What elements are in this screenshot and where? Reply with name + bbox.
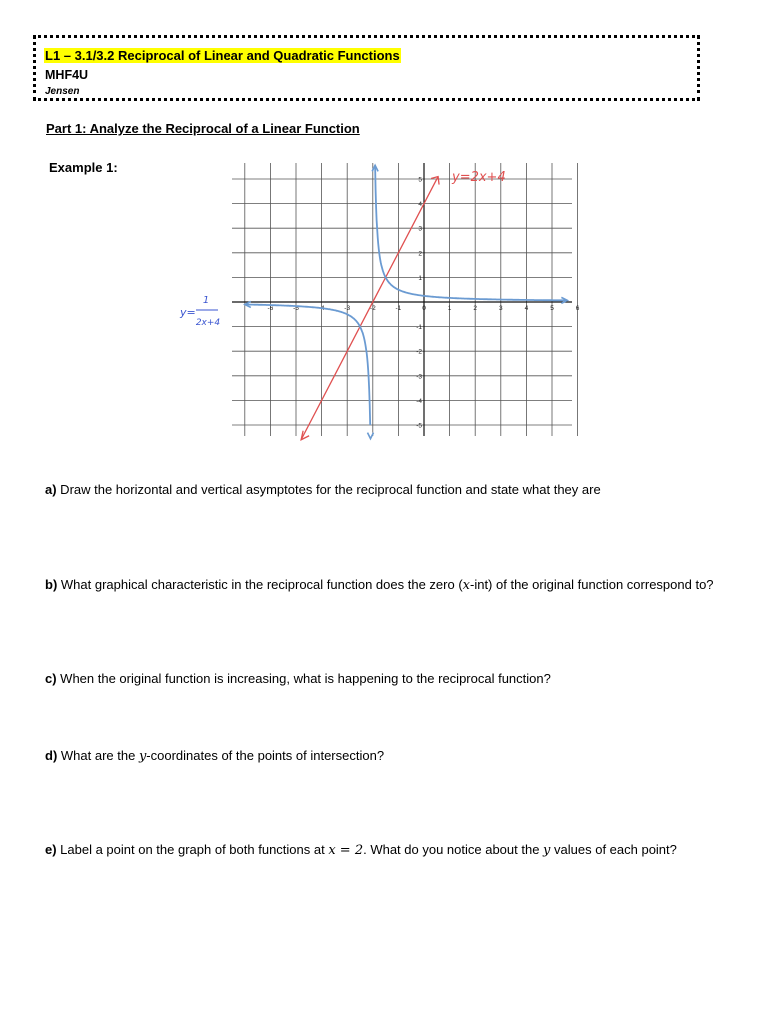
question-d-text-1: What are the <box>57 748 139 763</box>
x-tick-label: -3 <box>344 305 351 312</box>
question-c-label: c) <box>45 671 57 686</box>
question-b-text-1: What graphical characteristic in the reciprocal function does the zero ( <box>57 577 463 592</box>
x-tick-label: 2 <box>473 305 478 312</box>
x-tick-label: -2 <box>369 305 376 312</box>
question-e-text-3: values of each point? <box>550 842 677 857</box>
x-tick-label: 6 <box>575 305 580 312</box>
x-tick-label: -4 <box>318 305 325 312</box>
x-tick-label: -6 <box>267 305 274 312</box>
x-tick-label: 5 <box>550 305 554 312</box>
question-b-text-2: -int) of the original function correspond to? <box>470 577 714 592</box>
y-tick-label: 4 <box>418 201 422 209</box>
question-c-text: When the original function is increasing, what is happening to the reciprocal function? <box>56 671 551 686</box>
question-e-text-2: . What do you notice about the <box>363 842 544 857</box>
question-d-text-2: -coordinates of the points of intersection? <box>146 748 385 763</box>
question-e-label: e) <box>45 842 57 857</box>
reciprocal-branch-left <box>245 305 370 426</box>
question-b-var: x <box>462 578 470 593</box>
x-tick-label: 4 <box>524 305 529 312</box>
worksheet-title: L1 – 3.1/3.2 Reciprocal of Linear and Quadratic Functions <box>45 48 400 63</box>
question-e <box>45 840 735 860</box>
y-tick-label: -1 <box>416 324 422 332</box>
reciprocal-graph <box>0 0 768 470</box>
y-tick-label: 1 <box>418 274 422 282</box>
reciprocal-label-denominator: 2x+4 <box>195 318 221 328</box>
course-code: MHF4U <box>45 68 89 82</box>
reciprocal-branch-right <box>375 165 567 300</box>
linear-function-label: y=2x+4 <box>452 170 506 185</box>
question-d-var: y <box>138 749 147 764</box>
y-tick-label: -5 <box>416 422 422 430</box>
x-tick-label: -1 <box>395 305 402 312</box>
example-label: Example 1: <box>49 160 118 175</box>
x-tick-label: -5 <box>293 305 299 312</box>
reciprocal-label-numerator: 1 <box>202 295 210 306</box>
question-a <box>45 480 735 499</box>
question-a-text: Draw the horizontal and vertical asymptotes for the reciprocal function and state what they are <box>56 482 601 497</box>
question-d-label: d) <box>45 748 58 763</box>
x-tick-label: 3 <box>498 305 503 312</box>
reciprocal-label-y: y= <box>180 306 196 319</box>
y-tick-label: 5 <box>418 176 422 184</box>
reciprocal-arrow-down <box>367 433 373 439</box>
question-e-equation: x = 2 <box>328 843 364 858</box>
question-e-text-1: Label a point on the graph of both functions at <box>56 842 329 857</box>
y-tick-label: -3 <box>416 373 422 381</box>
y-tick-label: 2 <box>418 250 422 258</box>
x-tick-label: 1 <box>447 305 452 312</box>
question-b-label: b) <box>45 577 58 592</box>
question-c <box>45 669 735 688</box>
y-tick-label: 3 <box>418 225 422 233</box>
y-tick-label: -2 <box>416 348 422 356</box>
part1-heading: Part 1: Analyze the Reciprocal of a Linear Function <box>46 121 360 136</box>
question-b <box>45 575 735 595</box>
question-a-label: a) <box>45 482 57 497</box>
question-e-var: y <box>543 843 551 858</box>
y-tick-label: -4 <box>416 397 422 405</box>
x-tick-label: 0 <box>422 305 426 312</box>
teacher-name: Jensen <box>45 86 80 97</box>
question-d <box>45 746 735 766</box>
